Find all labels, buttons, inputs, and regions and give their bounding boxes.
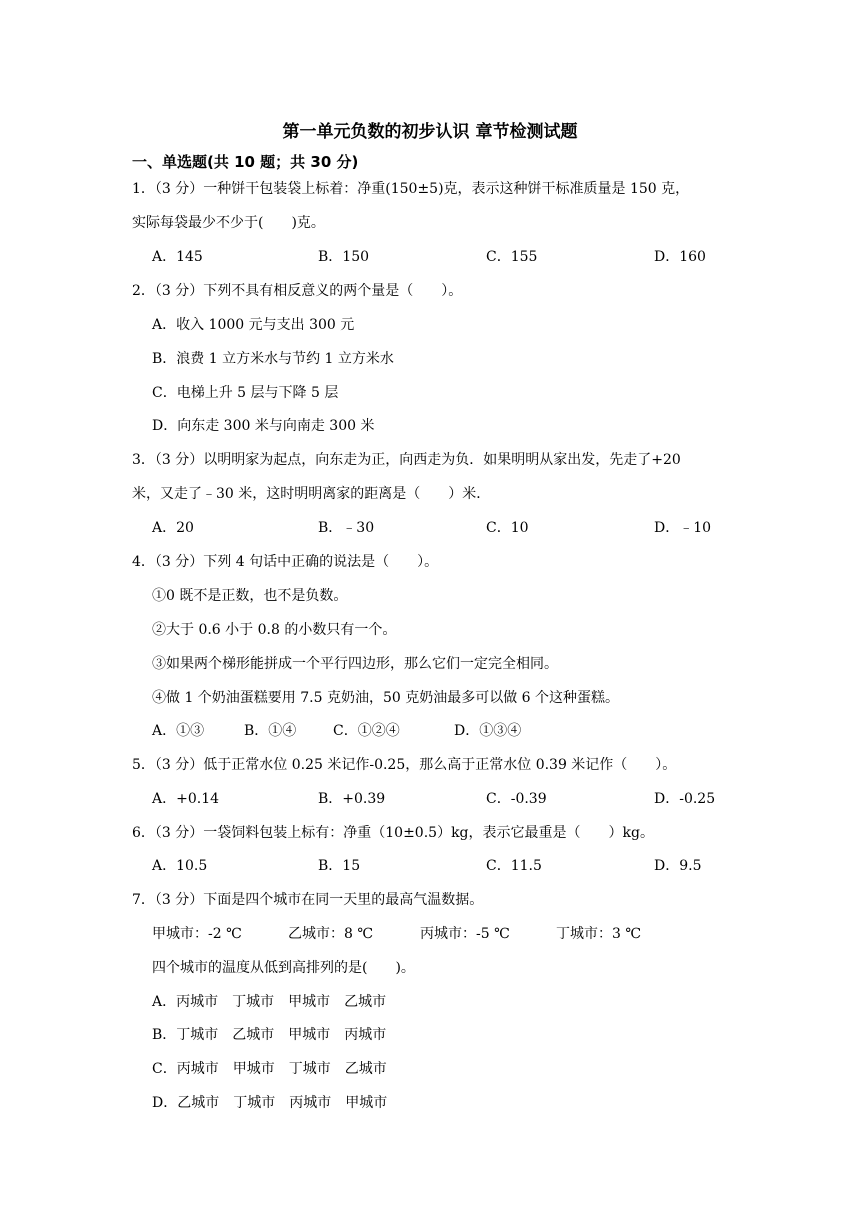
question-4-stem: 4．（3 分）下列 4 句话中正确的说法是（ ）。 <box>132 554 439 570</box>
question-1-option-a: A．145 <box>152 249 203 265</box>
question-5-option-a: A．+0.14 <box>152 791 220 807</box>
question-4-option-b: B．①④ <box>244 723 297 739</box>
question-4-statement-3: ③如果两个梯形能拼成一个平行四边形，那么它们一定完全相同。 <box>152 656 558 672</box>
question-4-statement-1: ①0 既不是正数，也不是负数。 <box>152 588 348 604</box>
question-5-option-b: B．+0.39 <box>318 791 386 807</box>
question-3-option-c: C．10 <box>486 520 529 536</box>
question-1-option-b: B．150 <box>318 249 370 265</box>
question-4-option-c: C．①②④ <box>333 723 400 739</box>
question-3-option-b: B．﹣30 <box>318 520 375 536</box>
question-6-option-b: B．15 <box>318 858 361 874</box>
question-7-stem: 7．（3 分）下面是四个城市在同一天里的最高气温数据。 <box>132 892 484 908</box>
question-1-option-d: D．160 <box>654 249 706 265</box>
question-2-option-b: B．浪费 1 立方米水与节约 1 立方米水 <box>152 351 394 367</box>
question-4-option-a: A．①③ <box>152 723 205 739</box>
question-5-option-d: D．-0.25 <box>654 791 716 807</box>
question-4-option-d: D．①③④ <box>454 723 522 739</box>
question-2-option-a: A．收入 1000 元与支出 300 元 <box>152 317 355 333</box>
question-7-question: 四个城市的温度从低到高排列的是( )。 <box>152 960 415 976</box>
question-3-option-a: A．20 <box>152 520 194 536</box>
question-1-line-2: 实际每袋最少不少于( )克。 <box>132 215 325 231</box>
question-7-option-d: D．乙城市 丁城市 丙城市 甲城市 <box>152 1095 388 1111</box>
question-7-option-a: A．丙城市 丁城市 甲城市 乙城市 <box>152 994 387 1010</box>
question-6-option-c: C．11.5 <box>486 858 542 874</box>
question-4-statement-2: ②大于 0.6 小于 0.8 的小数只有一个。 <box>152 622 397 638</box>
question-6-option-a: A．10.5 <box>152 858 208 874</box>
question-6-stem: 6．（3 分）一袋饲料包装上标有：净重（10±0.5）kg，表示它最重是（ ）kg。 <box>132 825 654 841</box>
question-7-city-1: 甲城市：-2 ℃ <box>152 926 242 942</box>
question-1-option-c: C．155 <box>486 249 538 265</box>
section-heading: 一、单选题(共 10 题；共 30 分) <box>132 153 359 171</box>
question-7-option-c: C．丙城市 甲城市 丁城市 乙城市 <box>152 1061 387 1077</box>
question-7-city-2: 乙城市：8 ℃ <box>288 926 374 942</box>
question-3-line-2: 米，又走了﹣30 米，这时明明离家的距离是（ ）米． <box>132 486 491 502</box>
question-4-statement-4: ④做 1 个奶油蛋糕要用 7.5 克奶油，50 克奶油最多可以做 6 个这种蛋糕。 <box>152 690 620 706</box>
question-6-option-d: D．9.5 <box>654 858 702 874</box>
question-7-city-3: 丙城市：-5 ℃ <box>420 926 510 942</box>
question-2-option-d: D．向东走 300 米与向南走 300 米 <box>152 418 375 434</box>
question-7-city-4: 丁城市：3 ℃ <box>556 926 642 942</box>
question-2-stem: 2．（3 分）下列不具有相反意义的两个量是（ ）。 <box>132 283 463 299</box>
question-7-option-b: B．丁城市 乙城市 甲城市 丙城市 <box>152 1027 387 1043</box>
question-2-option-c: C．电梯上升 5 层与下降 5 层 <box>152 385 339 401</box>
question-5-stem: 5．（3 分）低于正常水位 0.25 米记作-0.25，那么高于正常水位 0.39 米记作（ ）。 <box>132 757 677 773</box>
question-3-option-d: D．﹣10 <box>654 520 712 536</box>
page-title: 第一单元负数的初步认识 章节检测试题 <box>282 122 578 142</box>
question-1-line-1: 1．（3 分）一种饼干包装袋上标着：净重(150±5)克，表示这种饼干标准质量是 150 克， <box>132 181 690 197</box>
question-5-option-c: C．-0.39 <box>486 791 547 807</box>
question-3-line-1: 3．（3 分）以明明家为起点，向东走为正，向西走为负．如果明明从家出发，先走了+20 <box>132 452 681 468</box>
